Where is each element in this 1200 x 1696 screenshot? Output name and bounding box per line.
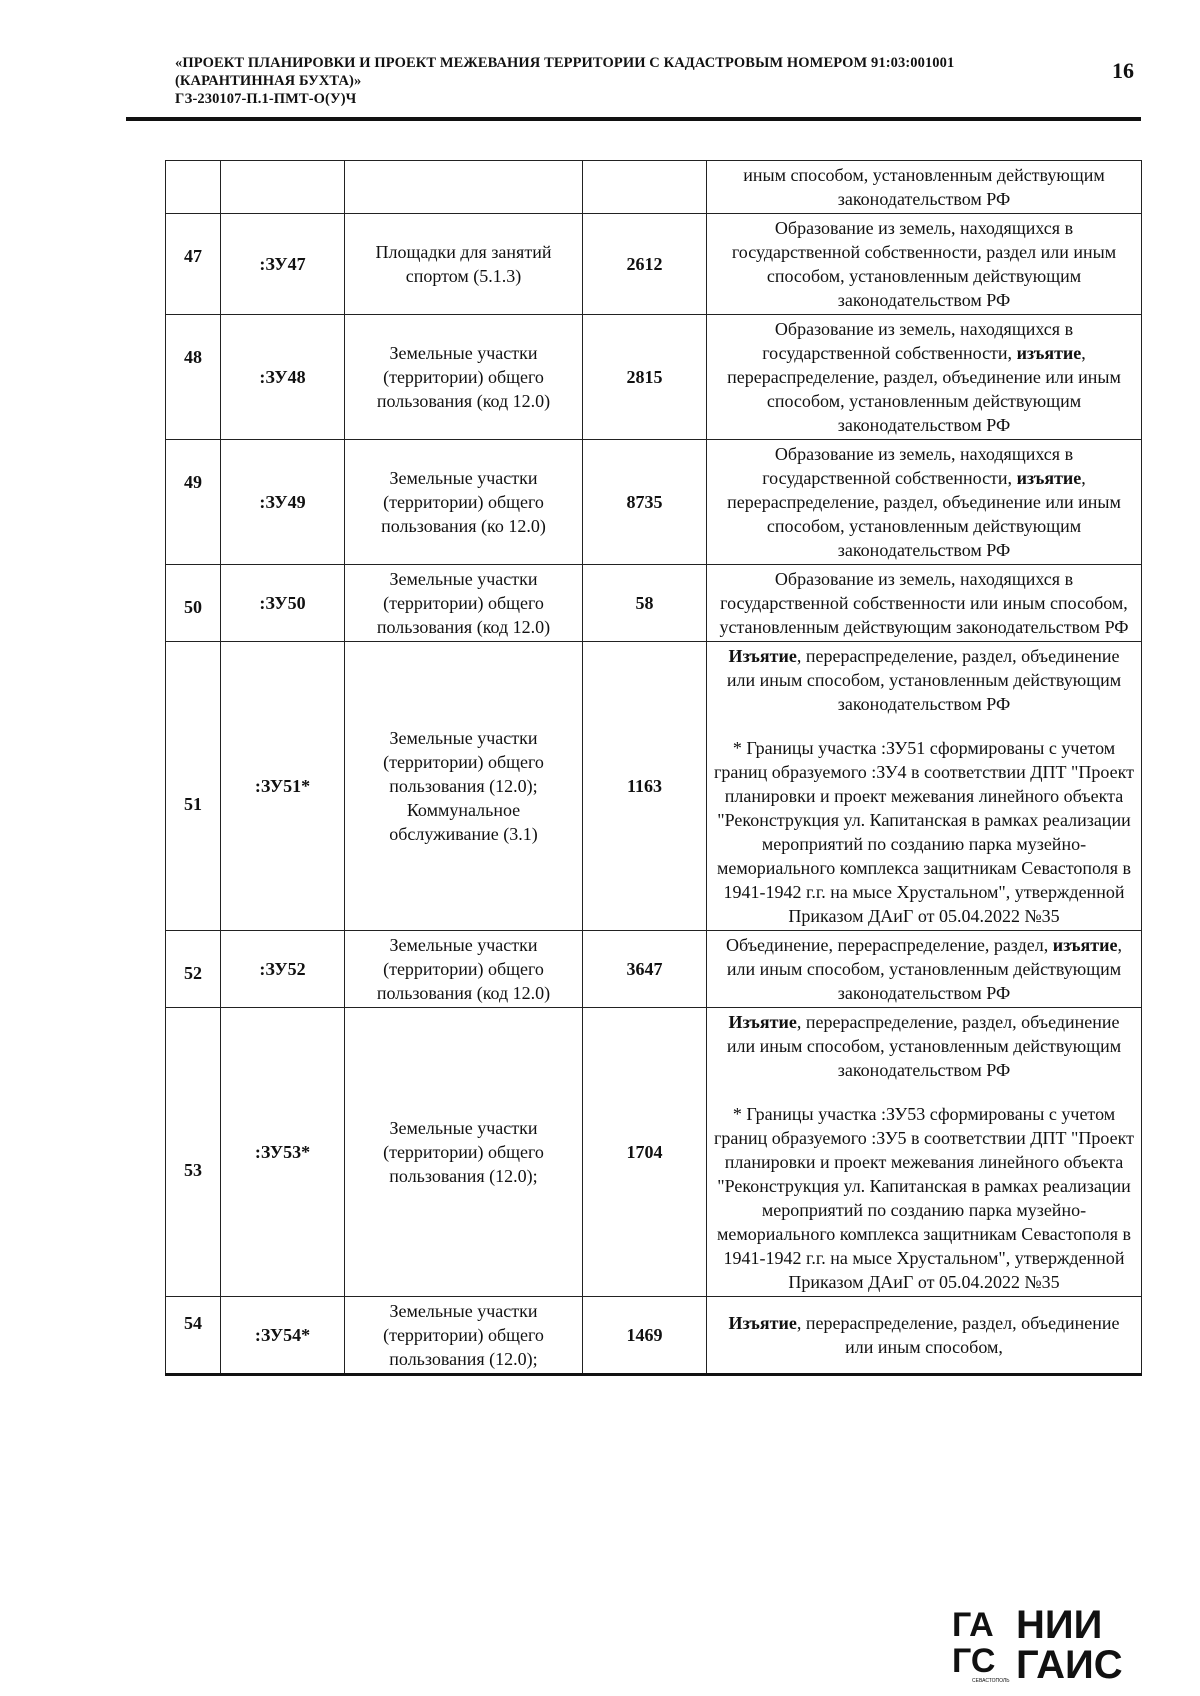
logo-mark-top: ГА xyxy=(952,1606,994,1644)
method-emphasis: изъятие xyxy=(1052,935,1118,955)
cell-area: 3647 xyxy=(583,931,707,1008)
cell-use: Земельные участки (территории) общего пользования (код 12.0) xyxy=(345,315,583,440)
cell-num: 47 xyxy=(166,214,221,315)
method-emphasis: изъятие xyxy=(1016,343,1082,363)
nii-gais-logo xyxy=(952,1604,1132,1684)
header-title-line1: «ПРОЕКТ ПЛАНИРОВКИ И ПРОЕКТ МЕЖЕВАНИЯ ТЕРРИТОРИИ С КАДАСТРОВЫМ НОМЕРОМ 91:03:001001 xyxy=(175,55,955,71)
cell-method: Образование из земель, находящихся в государственной собственности или иным способом, установленным действующим законодательством РФ xyxy=(707,565,1142,642)
cell-method xyxy=(707,1297,1142,1375)
method-text: , перераспределение, раздел, объединение или иным способом, установленным действующим законодательством РФ xyxy=(726,646,1122,714)
cell-area: 2612 xyxy=(583,214,707,315)
cell-code: :ЗУ51* xyxy=(221,642,345,931)
table-row xyxy=(166,565,1142,642)
table-row xyxy=(166,1297,1142,1375)
cell-num: 48 xyxy=(166,315,221,440)
cell-area: 8735 xyxy=(583,440,707,565)
cell-use: Земельные участки (территории) общего пользования (код 12.0) xyxy=(345,931,583,1008)
cell-num: 50 xyxy=(166,565,221,642)
method-text: , или иным способом, установленным действующим законодательством РФ xyxy=(726,935,1122,1003)
cell-area xyxy=(583,161,707,214)
cell-method xyxy=(707,440,1142,565)
method-text: Образование из земель, находящихся в государственной собственности, xyxy=(762,319,1074,363)
method-main xyxy=(713,1010,1135,1082)
method-text: Образование из земель, находящихся в государственной собственности, xyxy=(762,444,1074,488)
method-text: , перераспределение, раздел, объединение или иным способом, xyxy=(796,1313,1120,1357)
table-row-continuation xyxy=(166,161,1142,214)
method-text: Объединение, перераспределение, раздел, xyxy=(726,935,1053,955)
table-row xyxy=(166,214,1142,315)
method-emphasis: Изъятие xyxy=(728,646,797,666)
cell-code: :ЗУ48 xyxy=(221,315,345,440)
cell-method: иным способом, установленным действующим законодательством РФ xyxy=(707,161,1142,214)
method-text: , перераспределение, раздел, объединение или иным способом, установленным действующим законодательством РФ xyxy=(727,343,1121,435)
cell-num: 52 xyxy=(166,931,221,1008)
logo-mark-small: СЕВАСТОПОЛЬ xyxy=(972,1678,1010,1684)
logo-mark-bottom: ГС xyxy=(952,1642,996,1680)
cell-area: 58 xyxy=(583,565,707,642)
cell-use: Земельные участки (территории) общего пользования (ко 12.0) xyxy=(345,440,583,565)
cell-num: 54 xyxy=(166,1297,221,1375)
header-divider xyxy=(126,117,1141,121)
cell-method xyxy=(707,931,1142,1008)
table-row xyxy=(166,642,1142,931)
document-header xyxy=(175,54,1075,108)
table-row xyxy=(166,315,1142,440)
logo-text-top: НИИ xyxy=(1016,1604,1103,1647)
method-footnote: * Границы участка :ЗУ51 сформированы с учетом границ образуемого :ЗУ4 в соответствии ДПТ "Проект планировки и проект межевания линейного объекта "Реконструкция ул. Капитанская в рамках реализации мероприятий по созданию парка музейно-мемориального комплекса защитникам Севастополя в 1941-1942 г.г. на мысе Хрустальном", утвержденной Приказом ДАиГ от 05.04.2022 №35 xyxy=(714,738,1134,926)
cell-method xyxy=(707,642,1142,931)
header-document-code: ГЗ-230107-П.1-ПМТ-О(У)Ч xyxy=(175,91,357,107)
cell-code: :ЗУ52 xyxy=(221,931,345,1008)
method-emphasis: изъятие xyxy=(1016,468,1082,488)
cell-use xyxy=(345,161,583,214)
cell-use: Земельные участки (территории) общего пользования (12.0); xyxy=(345,1297,583,1375)
method-emphasis: Изъятие xyxy=(728,1012,797,1032)
cell-code: :ЗУ49 xyxy=(221,440,345,565)
method-text: , перераспределение, раздел, объединение или иным способом, установленным действующим законодательством РФ xyxy=(727,468,1121,560)
method-text: , перераспределение, раздел, объединение или иным способом, установленным действующим законодательством РФ xyxy=(726,1012,1122,1080)
cell-code xyxy=(221,161,345,214)
cell-area: 1469 xyxy=(583,1297,707,1375)
logo-text-bottom: ГАИС xyxy=(1016,1643,1123,1684)
cell-method: Образование из земель, находящихся в государственной собственности, раздел или иным способом, установленным действующим законодательством РФ xyxy=(707,214,1142,315)
table-row xyxy=(166,440,1142,565)
cell-use: Земельные участки (территории) общего пользования (12.0); Коммунальное обслуживание (3.1) xyxy=(345,642,583,931)
cell-method xyxy=(707,315,1142,440)
page-number: 16 xyxy=(1112,58,1134,83)
cell-code: :ЗУ54* xyxy=(221,1297,345,1375)
cell-use: Земельные участки (территории) общего пользования (код 12.0) xyxy=(345,565,583,642)
method-emphasis: Изъятие xyxy=(728,1313,797,1333)
cell-area: 1163 xyxy=(583,642,707,931)
land-plots-table xyxy=(165,160,1142,1376)
cell-num: 51 xyxy=(166,642,221,931)
cell-area: 1704 xyxy=(583,1008,707,1297)
table-row xyxy=(166,1008,1142,1297)
cell-code: :ЗУ50 xyxy=(221,565,345,642)
cell-use: Земельные участки (территории) общего пользования (12.0); xyxy=(345,1008,583,1297)
cell-area: 2815 xyxy=(583,315,707,440)
logo-graphic xyxy=(952,1604,1132,1684)
cell-method xyxy=(707,1008,1142,1297)
table-row xyxy=(166,931,1142,1008)
method-footnote: * Границы участка :ЗУ53 сформированы с учетом границ образуемого :ЗУ5 в соответствии ДПТ "Проект планировки и проект межевания линейного объекта "Реконструкция ул. Капитанская в рамках реализации мероприятий по созданию парка музейно-мемориального комплекса защитникам Севастополя в 1941-1942 г.г. на мысе Хрустальном", утвержденной Приказом ДАиГ от 05.04.2022 №35 xyxy=(714,1104,1134,1292)
cell-use: Площадки для занятий спортом (5.1.3) xyxy=(345,214,583,315)
method-main xyxy=(713,644,1135,716)
cell-code: :ЗУ47 xyxy=(221,214,345,315)
cell-code: :ЗУ53* xyxy=(221,1008,345,1297)
cell-num: 53 xyxy=(166,1008,221,1297)
cell-num xyxy=(166,161,221,214)
header-title-line2: (КАРАНТИННАЯ БУХТА)» xyxy=(175,73,362,89)
cell-num: 49 xyxy=(166,440,221,565)
